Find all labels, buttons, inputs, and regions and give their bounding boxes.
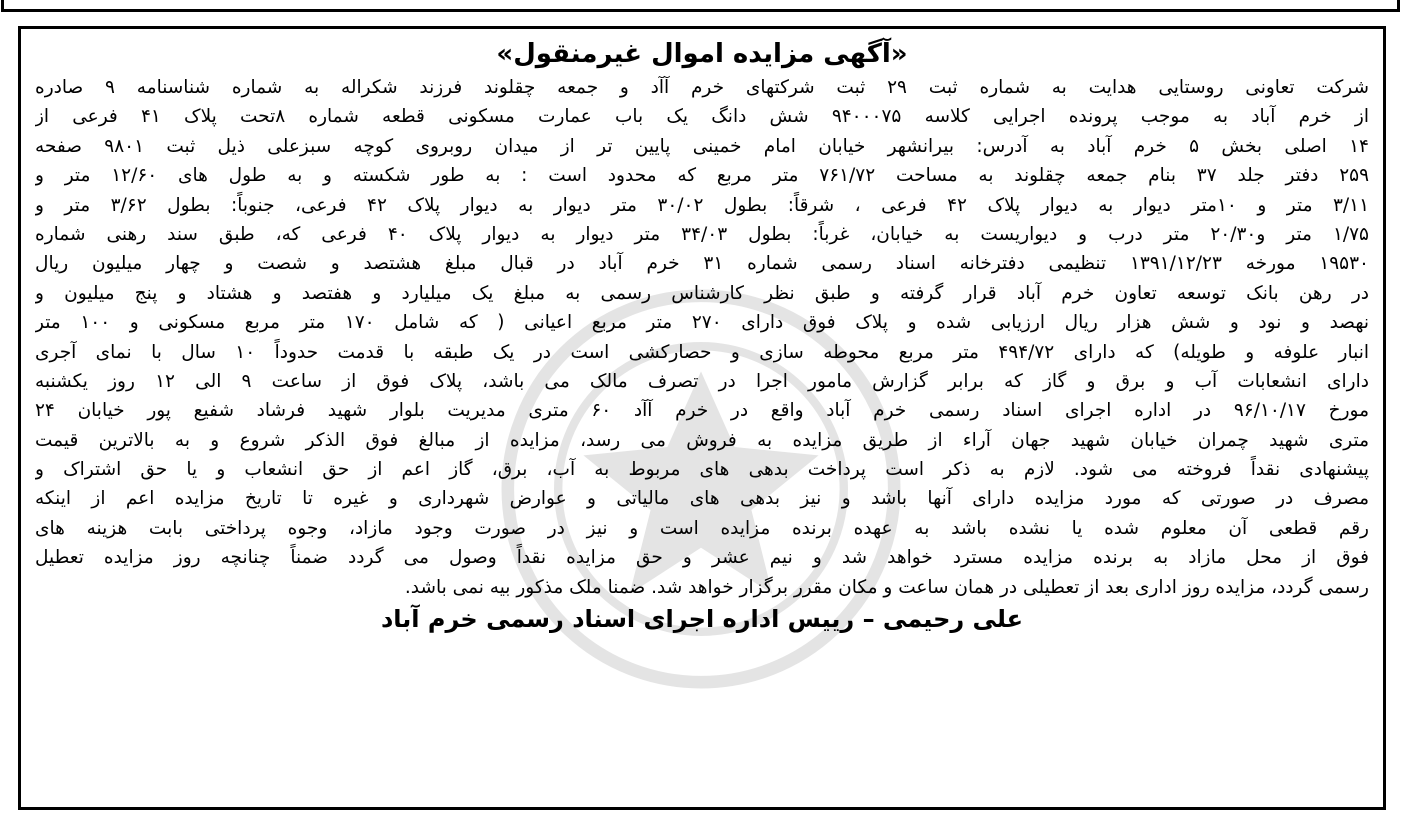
- notice-line: از خرم آباد به موجب پرونده اجرایی کلاسه ۹۴۰۰۰۷۵ شش دانگ یک باب عمارت مسکونی قطعه شماره ۸تحت پلاک ۴۱ فرعی از: [35, 106, 1369, 128]
- notice-title: «آگهی مزایده اموال غیرمنقول»: [496, 39, 908, 69]
- notice-line: نهصد و نود و شش هزار ریال ارزیابی شده و پلاک فوق دارای ۲۷۰ متر مربع اعیانی ( که شامل ۱۷۰ متر مربع مسکونی و ۱۰۰ متر: [35, 312, 1369, 334]
- notice-line: انبار علوفه و طویله) که دارای ۴۹۴/۷۲ متر مربع محوطه سازی و حصارکشی است در یک طبقه با قدمت حدوداً ۱۰ سال با نمای آجری: [35, 341, 1369, 363]
- notice-line: دارای انشعابات آب و برق و گاز که برابر گزارش مامور اجرا در تصرف مالک می باشد، پلاک فوق از ساعت ۹ الی ۱۲ روز یکشنبه: [35, 370, 1369, 392]
- notice-line: ۲۵۹ دفتر جلد ۳۷ بنام جمعه چقلوند به مساحت ۷۶۱/۷۲ متر مربع که محدود است : به طور شکسته و به طول های ۱۲/۶۰ متر و: [35, 165, 1369, 187]
- notice-signature: علی رحیمی – رییس اداره اجرای اسناد رسمی خرم آباد: [380, 605, 1024, 634]
- notice-line: در رهن بانک توسعه تعاون خرم آباد قرار گرفته و طبق نظر کارشناس رسمی به مبلغ یک میلیارد و هفتصد و هشتاد و پنج میلیون و: [35, 282, 1369, 304]
- notice-line: شرکت تعاونی روستایی هدایت به شماره ثبت ۲۹ ثبت شرکتهای خرم آآد و جمعه چقلوند فرزند شکراله به شماره شناسنامه ۹ صادره: [35, 77, 1369, 98]
- notice-line: مصرف در صورتی که مورد مزایده دارای آنها باشد و نیز بدهی های مالیاتی و عوارض شهرداری و غیره تا تاریخ مزایده اعم از اینکه: [35, 488, 1369, 510]
- top-frame-border: [1, 0, 1400, 12]
- notice-line: ۳/۱۱ متر و ۱۰متر دیوار به دیوار پلاک ۴۲ فرعی ، شرقاً: بطول ۳۰/۰۲ متر دیوار به دیوار پلاک ۴۲ فرعی، جنوباً: بطول ۳/۶۲ متر و: [35, 194, 1369, 216]
- notice-line: فوق از محل مازاد به برنده مزایده مسترد خواهد شد و نیم عشر و حق مزایده نقداً وصول می گردد ضمناً چنانچه روز مزایده تعطیل: [35, 547, 1369, 569]
- notice-line: رسمی گردد، مزایده روز اداری بعد از تعطیلی در همان ساعت و مکان مقرر برگزار خواهد شد. ضمنا ملک مذکور بیه نمی باشد.: [404, 576, 1369, 598]
- notice-line: ۱۹۵۳۰ مورخه ۱۳۹۱/۱۲/۲۳ تنظیمی دفترخانه اسناد رسمی شماره ۳۱ خرم آباد در قبال مبلغ هشتصد و شصت و چهار میلیون ریال: [35, 253, 1369, 275]
- notice-line: متری شهید چمران خیابان شهید جهان آراء از طریق مزایده به فروش می رسد، مزایده از مبالغ فوق الذکر شروع و به بالاترین قیمت: [35, 429, 1369, 451]
- auction-notice: [18, 26, 1386, 810]
- notice-line: ۱۴ اصلی بخش ۵ خرم آباد به آدرس: بیرانشهر خیابان امام خمینی پایین تر از میدان روبروی کوچه سبزعلی ذیل ثبت ۹۸۰۱ صفحه: [35, 135, 1369, 157]
- notice-line: پیشنهادی نقداً فروخته می شود. لازم به ذکر است پرداخت بدهی های مربوط به آب، برق، گاز اعم از حق انشعاب و یا حق اشتراک و: [35, 459, 1369, 481]
- notice-body: [35, 73, 1369, 602]
- notice-line: مورخ ۹۶/۱۰/۱۷ در اداره اجرای اسناد رسمی خرم آباد واقع در خرم آآد ۶۰ متری مدیریت بلوار شهید فرشاد شفیع پور خیابان ۲۴: [35, 400, 1369, 422]
- notice-line: رقم قطعی آن معلوم شده یا نشده باشد به عهده برنده مزایده است و نیز در صورت وجود مازاد، وجوه پرداختی بابت هزینه های: [35, 517, 1369, 539]
- notice-line: ۱/۷۵ متر و۲۰/۳۰ متر درب و دیواریست به خیابان، غرباً: بطول ۳۴/۰۳ متر دیوار به دیوار پلاک ۴۰ فرعی که، طبق سند رهنی شماره: [35, 223, 1369, 245]
